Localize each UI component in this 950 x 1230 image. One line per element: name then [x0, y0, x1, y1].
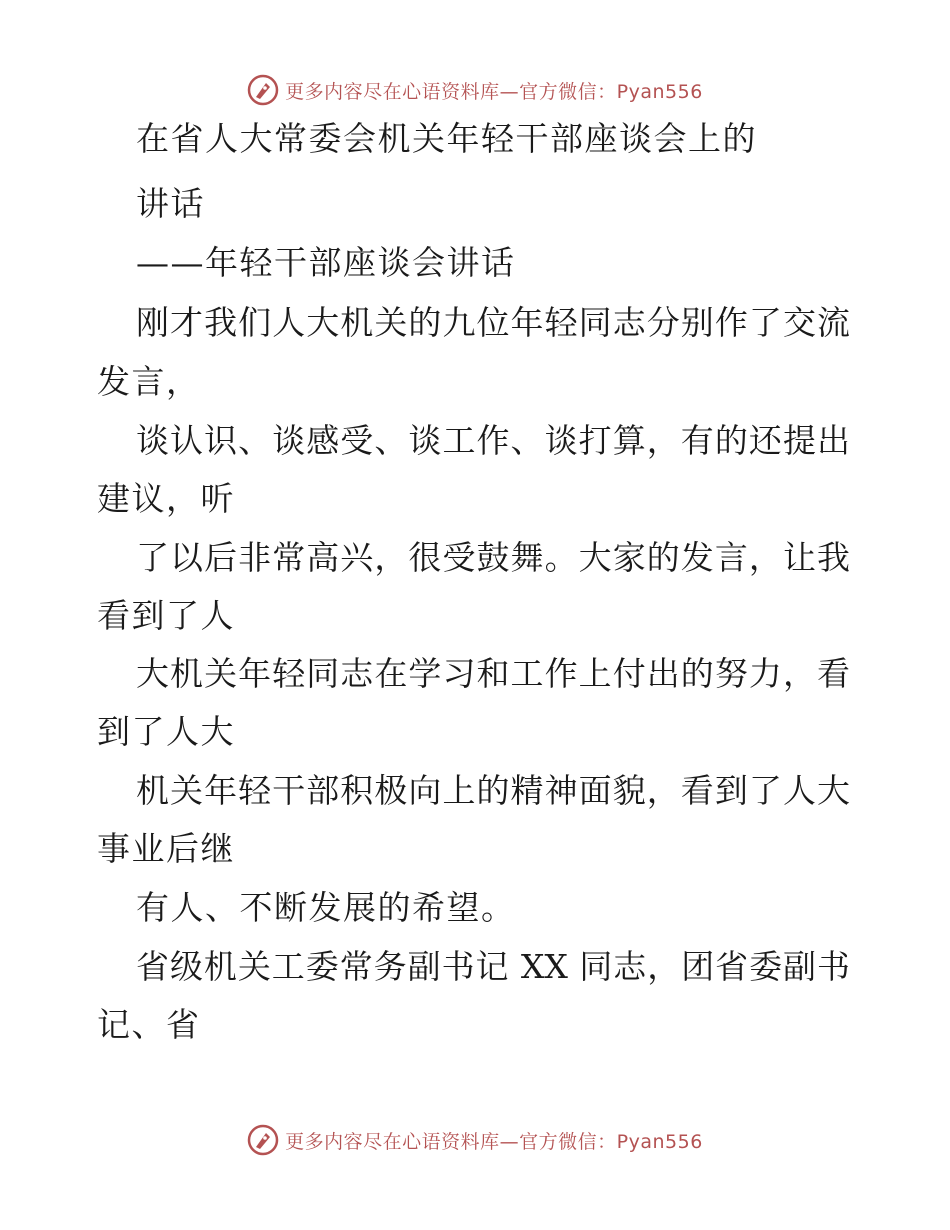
paragraph-line: 到了人大 — [97, 712, 235, 751]
paragraph-line: 记、省 — [97, 1005, 201, 1044]
title-line-2: 讲话 — [136, 184, 205, 223]
paragraph-line: 省级机关工委常务副书记 XX 同志，团省委副书 — [136, 947, 850, 986]
subtitle-line: ——年轻干部座谈会讲话 — [136, 243, 516, 282]
pen-nib-logo-icon — [247, 1124, 279, 1156]
pen-nib-logo-icon — [247, 74, 279, 106]
paragraph-line: 建议，听 — [97, 479, 235, 518]
paragraph-line: 了以后非常高兴，很受鼓舞。大家的发言，让我 — [136, 538, 850, 577]
paragraph-line: 刚才我们人大机关的九位年轻同志分别作了交流 — [136, 303, 850, 342]
paragraph-line: 谈认识、谈感受、谈工作、谈打算，有的还提出 — [136, 421, 850, 460]
paragraph-line: 大机关年轻同志在学习和工作上付出的努力，看 — [136, 654, 850, 693]
footer-banner-text: 更多内容尽在心语资料库—官方微信：Pyan556 — [285, 1130, 703, 1153]
header-banner — [0, 70, 950, 110]
header-banner-text: 更多内容尽在心语资料库—官方微信：Pyan556 — [285, 80, 703, 103]
paragraph-line: 事业后继 — [97, 829, 235, 868]
paragraph-line: 有人、不断发展的希望。 — [136, 888, 516, 927]
title-line-1: 在省人大常委会机关年轻干部座谈会上的 — [136, 119, 757, 158]
paragraph-line: 看到了人 — [97, 596, 235, 635]
footer-banner — [0, 1120, 950, 1160]
paragraph-line: 机关年轻干部积极向上的精神面貌，看到了人大 — [136, 771, 850, 810]
paragraph-line: 发言， — [97, 362, 201, 401]
